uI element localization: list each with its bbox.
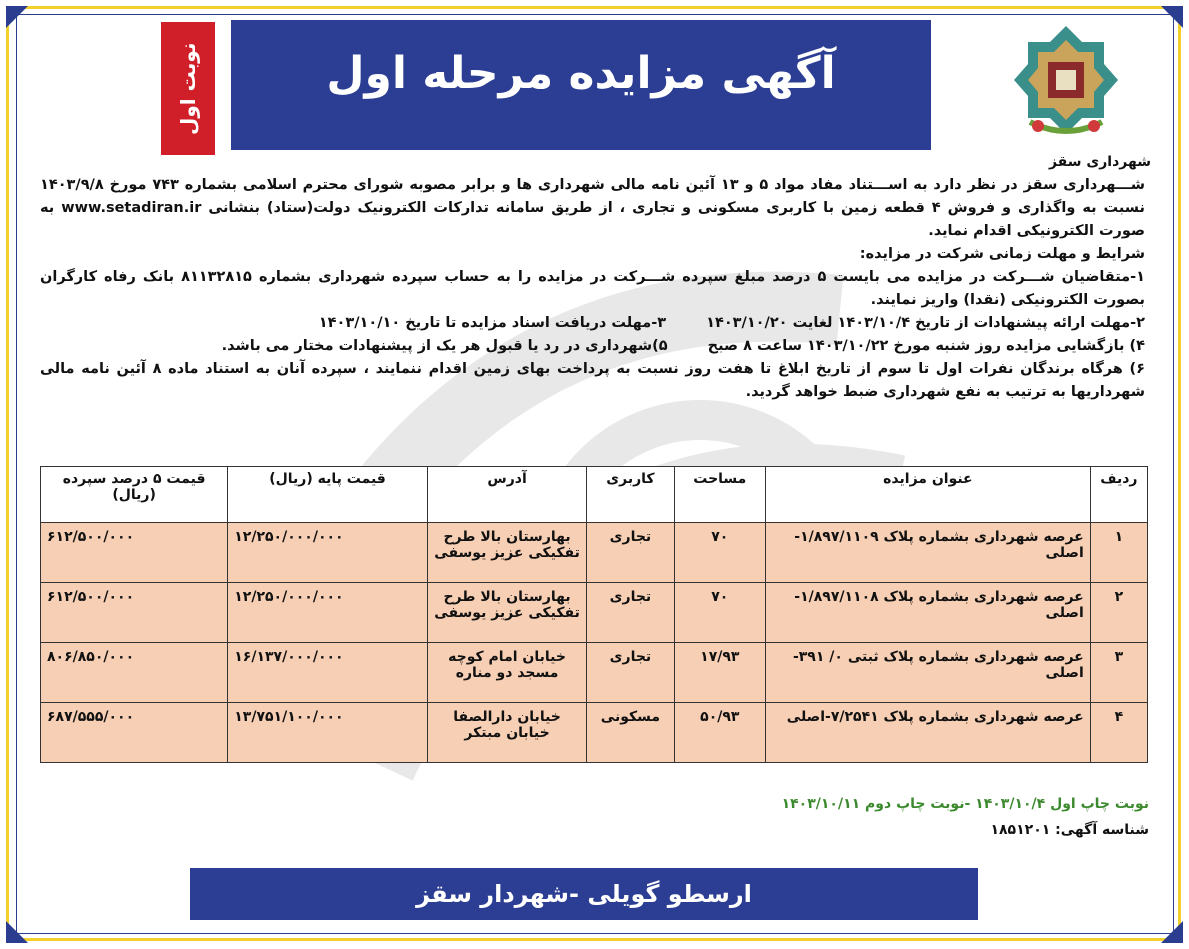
- lot-area: ۷۰: [674, 583, 765, 643]
- lot-use: مسکونی: [587, 703, 674, 763]
- row-number: ۱: [1090, 523, 1147, 583]
- header-cell: آدرس: [427, 467, 586, 523]
- ad-id-value: ۱۸۵۱۲۰۱: [990, 822, 1051, 838]
- base-price: ۱۳/۷۵۱/۱۰۰/۰۰۰: [228, 703, 428, 763]
- table-row: [41, 703, 1148, 763]
- header-cell: قیمت پایه (ریال): [228, 467, 428, 523]
- base-price: ۱۶/۱۳۷/۰۰۰/۰۰۰: [228, 643, 428, 703]
- table-row: [41, 523, 1148, 583]
- condition-3: ۳-مهلت دریافت اسناد مزایده تا تاریخ ۱۴۰۳/۱۰/۱۰: [318, 315, 667, 331]
- condition-2: ۲-مهلت ارائه پیشنهادات از تاریخ ۱۴۰۳/۱۰/۴ لغایت ۱۴۰۳/۱۰/۲۰: [706, 315, 1145, 331]
- lot-address: بهارستان بالا طرح تفکیکی عزیز یوسفی: [427, 583, 586, 643]
- lot-address: خیابان امام کوچه مسجد دو مناره: [427, 643, 586, 703]
- row-number: ۳: [1090, 643, 1147, 703]
- lot-use: تجاری: [587, 643, 674, 703]
- condition-1: ۱-متقاضیان شـــرکت در مزایده می بایست ۵ درصد مبلغ سپرده شـــرکت در مزایده را به حساب سپرده شهرداری بشماره ۸۱۱۳۲۸۱۵ بانک رفاه کارگران بصورت الکترونیکی (نقدا) واریز نمایند.: [40, 269, 1145, 308]
- header-cell: ردیف: [1090, 467, 1147, 523]
- header-cell: کاربری: [587, 467, 674, 523]
- lot-address: بهارستان بالا طرح تفکیکی عزیز یوسفی: [427, 523, 586, 583]
- table-row: [41, 643, 1148, 703]
- ad-id-label: شناسه آگهی:: [1055, 822, 1149, 838]
- lot-use: تجاری: [587, 583, 674, 643]
- municipality-name: شهرداری سقز: [1048, 154, 1151, 170]
- lot-area: ۵۰/۹۳: [674, 703, 765, 763]
- row-number: ۴: [1090, 703, 1147, 763]
- signature-banner: ارسطو گویلی -شهردار سقز: [190, 868, 978, 920]
- lot-title: عرصه شهرداری بشماره پلاک ۷/۲۵۴۱-اصلی: [766, 703, 1091, 763]
- ad-id: [990, 822, 1149, 838]
- lot-address: خیابان دارالصفا خیابان مبتکر: [427, 703, 586, 763]
- lot-title: عرصه شهرداری بشماره پلاک ۱/۸۹۷/۱۱۰۹-اصلی: [766, 523, 1091, 583]
- lot-area: ۷۰: [674, 523, 765, 583]
- deposit-price: ۶۸۷/۵۵۵/۰۰۰: [41, 703, 228, 763]
- base-price: ۱۲/۲۵۰/۰۰۰/۰۰۰: [228, 583, 428, 643]
- lot-use: تجاری: [587, 523, 674, 583]
- header-cell: عنوان مزایده: [766, 467, 1091, 523]
- lot-area: ۱۷/۹۳: [674, 643, 765, 703]
- auction-table: [40, 466, 1148, 763]
- corner-ornament: [6, 921, 28, 943]
- table-header-row: [41, 467, 1148, 523]
- intro-paragraph: شـــهرداری سقز در نظر دارد به اســـتناد مفاد مواد ۵ و ۱۳ آئین نامه مالی شهرداری ها و برابر مصوبه شورای محترم اسلامی بشماره ۷۴۳ مورخ ۱۴۰۳/۹/۸ نسبت به واگذاری و فروش ۴ قطعه زمین با کاربری مسکونی و تجاری ، از طریق سامانه تدارکات الکترونیک دولت(ستاد) بنشانی www.setadiran.ir به صورت الکترونیکی اقدام نماید.: [40, 177, 1145, 239]
- issue-badge: نوبت اول: [161, 22, 215, 155]
- corner-ornament: [6, 6, 28, 28]
- corner-ornament: [1161, 6, 1183, 28]
- row-number: ۲: [1090, 583, 1147, 643]
- conditions-heading: شرایط و مهلت زمانی شرکت در مزایده:: [859, 246, 1145, 262]
- header-cell: قیمت ۵ درصد سپرده (ریال): [41, 467, 228, 523]
- corner-ornament: [1161, 921, 1183, 943]
- condition-6: ۶) هرگاه برندگان نفرات اول تا سوم از تاریخ ابلاغ تا هفت روز نسبت به پرداخت بهای زمین اقدام ننمایند ، سپرده آنان به استناد ماده ۸ آئین نامه مالی شهرداریها به ترتیب به نفع شهرداری ضبط خواهد گردید.: [40, 361, 1145, 400]
- lot-title: عرصه شهرداری بشماره پلاک ثبتی ۰/ ۳۹۱-اصلی: [766, 643, 1091, 703]
- deposit-price: ۸۰۶/۸۵۰/۰۰۰: [41, 643, 228, 703]
- deposit-price: ۶۱۲/۵۰۰/۰۰۰: [41, 523, 228, 583]
- condition-5: ۵)شهرداری در رد یا قبول هر یک از پیشنهادات مختار می باشد.: [221, 338, 668, 354]
- announcement-body: [40, 174, 1145, 404]
- print-dates: نوبت چاپ اول ۱۴۰۳/۱۰/۴ -نوبت چاپ دوم ۱۴۰۳/۱۰/۱۱: [781, 796, 1149, 812]
- condition-4: ۴) بازگشایی مزایده روز شنبه مورخ ۱۴۰۳/۱۰/۲۲ ساعت ۸ صبح: [707, 338, 1145, 354]
- municipality-logo: [1010, 22, 1122, 142]
- page-title: آگهی مزایده مرحله اول: [231, 20, 931, 150]
- lot-title: عرصه شهرداری بشماره پلاک ۱/۸۹۷/۱۱۰۸-اصلی: [766, 583, 1091, 643]
- deposit-price: ۶۱۲/۵۰۰/۰۰۰: [41, 583, 228, 643]
- header-cell: مساحت: [674, 467, 765, 523]
- base-price: ۱۲/۲۵۰/۰۰۰/۰۰۰: [228, 523, 428, 583]
- table-row: [41, 583, 1148, 643]
